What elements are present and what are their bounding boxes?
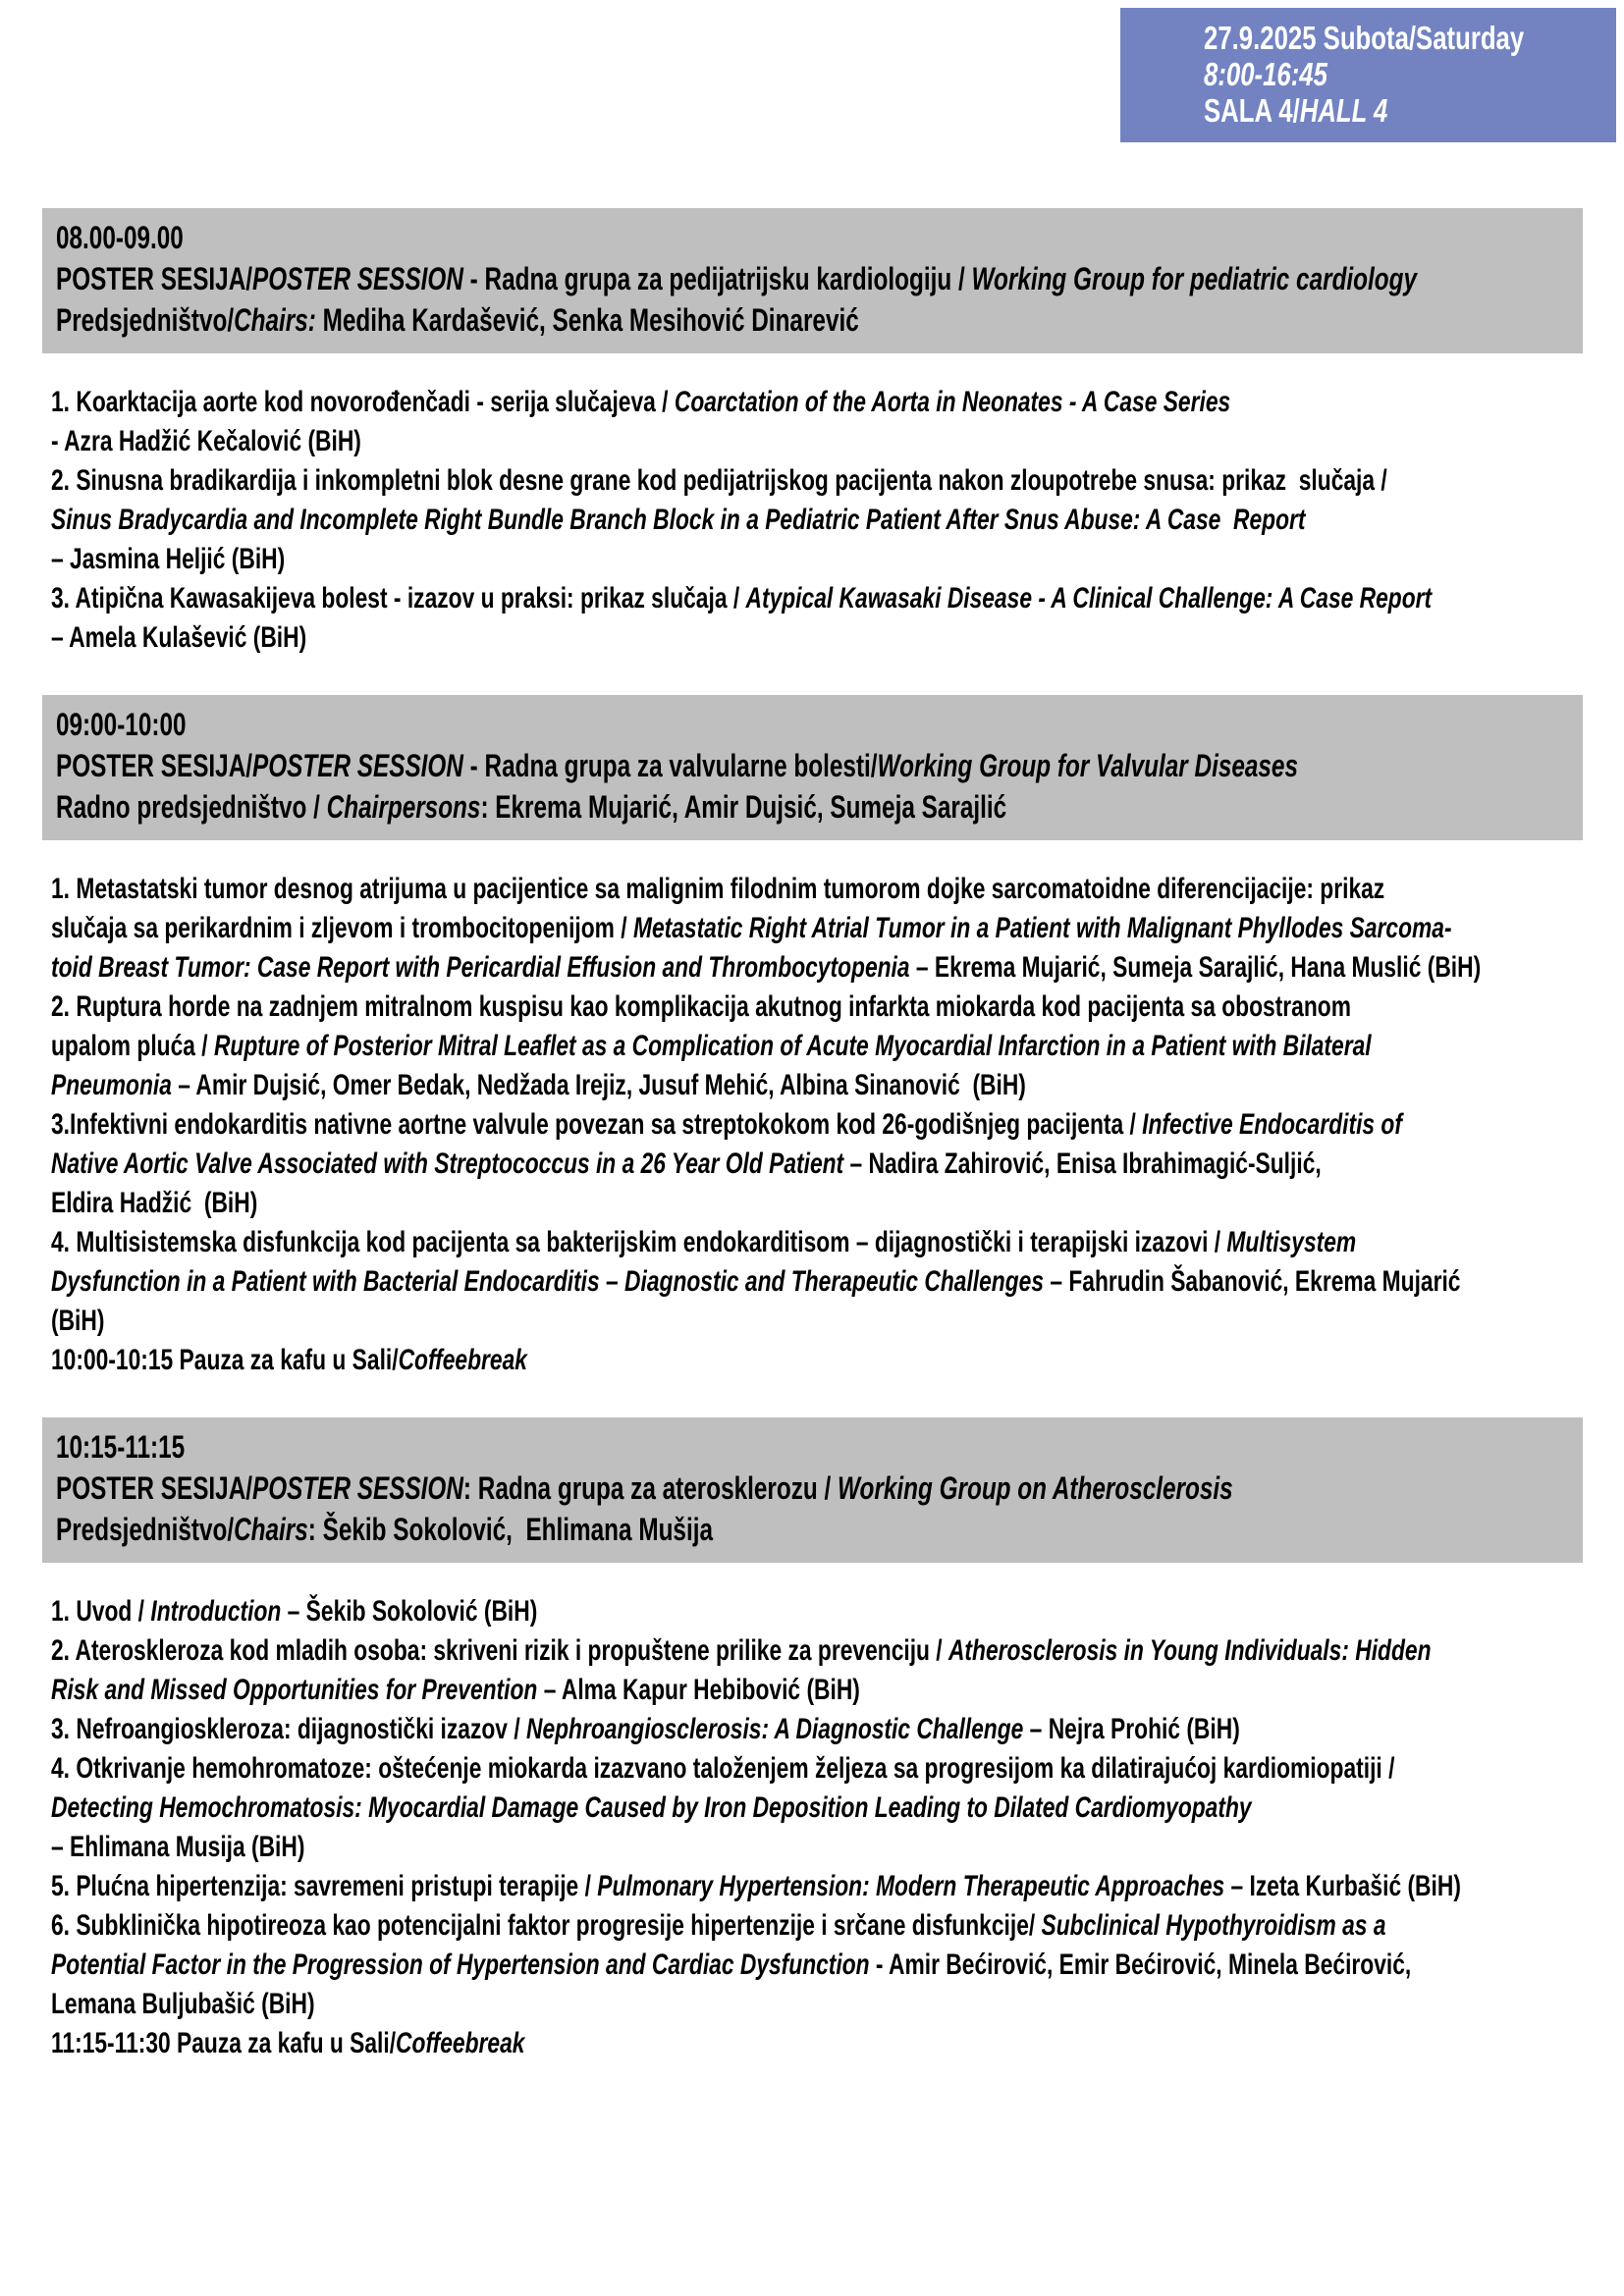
italic-text: Pulmonary Hypertension: Modern Therapeutic Approaches xyxy=(597,1870,1225,1902)
italic-text: Dysfunction in a Patient with Bacterial Endocarditis – Diagnostic and Therapeutic Challenges xyxy=(51,1265,1045,1298)
plain-text: – Nejra Prohić (BiH) xyxy=(1023,1713,1240,1745)
agenda-item xyxy=(51,1592,1624,1631)
italic-text: Working Group for pediatric cardiology xyxy=(971,261,1418,296)
italic-text: Introduction xyxy=(150,1595,282,1628)
session-time xyxy=(56,217,1217,258)
item-line xyxy=(51,1592,1247,1631)
banner-time xyxy=(1204,56,1526,92)
italic-text: Multisystem xyxy=(1226,1226,1357,1258)
italic-text: HALL 4 xyxy=(1299,92,1388,129)
agenda-item xyxy=(51,988,1624,1105)
italic-text: Atherosclerosis in Young Individuals: Hidden xyxy=(947,1634,1432,1667)
italic-text: Risk and Missed Opportunities for Prevention xyxy=(51,1674,538,1706)
session-title xyxy=(56,258,1418,299)
item-line xyxy=(51,579,1433,618)
italic-text: Rupture of Posterior Mitral Leaflet as a Complication of Acute Myocardial Infarction in a Patient with Bilateral xyxy=(213,1030,1372,1062)
plain-text: – Jasmina Heljić (BiH) xyxy=(51,543,286,575)
agenda-item xyxy=(51,461,1624,579)
plain-text: Radno predsjedništvo / xyxy=(56,789,327,825)
italic-text: Detecting Hemochromatosis: Myocardial Damage Caused by Iron Deposition Leading to Dilated Cardiomyopathy xyxy=(51,1791,1252,1824)
italic-text: 8:00-16:45 xyxy=(1204,56,1327,92)
plain-text: Lemana Buljubašić (BiH) xyxy=(51,1988,315,2020)
item-line xyxy=(51,1867,1461,1906)
italic-text: Infective Endocarditis of xyxy=(1142,1108,1402,1141)
plain-text: slučaja sa perikardnim i zljevom i trombocitopenijom / xyxy=(51,912,633,944)
plain-text: POSTER SESIJA/ xyxy=(56,748,253,783)
item-line xyxy=(51,1749,1395,1789)
date-hall-banner xyxy=(1120,8,1616,142)
plain-text: 4. Otkrivanje hemohromatoze: oštećenje miokarda izazvano taloženjem željeza sa progresijom ka dilatirajućoj kardiomiopatiji / xyxy=(51,1752,1395,1785)
plain-text: – Šekib Sokolović (BiH) xyxy=(281,1595,538,1628)
session-time xyxy=(56,704,1217,745)
coffee-break-note xyxy=(51,1341,1247,1380)
item-line xyxy=(51,383,1247,422)
session-header xyxy=(42,1417,1583,1563)
session-2 xyxy=(0,695,1624,1380)
session-list xyxy=(0,208,1624,2063)
plain-text: – Ehlimana Musija (BiH) xyxy=(51,1831,305,1863)
plain-text: 10:15-11:15 xyxy=(56,1429,186,1465)
item-line xyxy=(51,1262,1461,1302)
italic-text: POSTER SESSION xyxy=(252,261,463,296)
item-line xyxy=(51,948,1482,988)
item-line xyxy=(51,422,1247,461)
italic-text: POSTER SESSION xyxy=(252,748,463,783)
italic-text: Chairpersons xyxy=(326,789,481,825)
plain-text: Mediha Kardašević, Senka Mesihović Dinarević xyxy=(315,302,859,338)
plain-text: : Ekrema Mujarić, Amir Dujsić, Sumeja Sarajlić xyxy=(480,789,1007,825)
plain-text: - Azra Hadžić Kečalović (BiH) xyxy=(51,425,361,457)
banner-hall xyxy=(1204,92,1526,129)
plain-text: (BiH) xyxy=(51,1305,105,1337)
plain-text: 3. Nefroangioskleroza: dijagnostički izazov / xyxy=(51,1713,526,1745)
session-title xyxy=(56,1468,1233,1509)
plain-text: – Amir Dujsić, Omer Bedak, Nedžada Irejiz, Jusuf Mehić, Albina Sinanović (BiH) xyxy=(171,1069,1026,1101)
session-chairs xyxy=(56,299,1217,341)
italic-text: Atypical Kawasaki Disease - A Clinical Challenge: A Case Report xyxy=(745,582,1433,614)
italic-text: Coffeebreak xyxy=(398,1344,527,1376)
session-time xyxy=(56,1426,1217,1468)
banner-date xyxy=(1204,20,1526,56)
plain-text: - Radna grupa za valvularne bolesti/ xyxy=(462,748,878,783)
agenda-item xyxy=(51,579,1624,658)
plain-text: 10:00-10:15 Pauza za kafu u Sali/ xyxy=(51,1344,399,1376)
item-line xyxy=(51,461,1387,501)
italic-text: Potential Factor in the Progression of Hypertension and Cardiac Dysfunction xyxy=(51,1949,870,1981)
agenda-item xyxy=(51,1749,1624,1867)
italic-text: POSTER SESSION xyxy=(252,1470,463,1506)
plain-text: - Radna grupa za pedijatrijsku kardiologiju / xyxy=(462,261,972,296)
session-body xyxy=(51,870,1624,1380)
plain-text: SALA 4/ xyxy=(1204,92,1300,129)
item-line xyxy=(51,1671,1247,1710)
item-line xyxy=(51,501,1306,540)
plain-text: 1. Metastatski tumor desnog atrijuma u pacijentice sa malignim filodnim tumorom dojke sarcomatoidne diferencijacije: prikaz xyxy=(51,873,1385,905)
item-line xyxy=(51,540,1247,579)
plain-text: 5. Plućna hipertenzija: savremeni pristupi terapije / xyxy=(51,1870,598,1902)
agenda-item xyxy=(51,1105,1624,1223)
plain-text: 1. Uvod / xyxy=(51,1595,151,1628)
plain-text: – Amela Kulašević (BiH) xyxy=(51,621,307,654)
plain-text: upalom pluća / xyxy=(51,1030,214,1062)
agenda-item xyxy=(51,870,1624,988)
italic-text: Working Group on Atherosclerosis xyxy=(838,1470,1233,1506)
session-body xyxy=(51,1592,1624,2063)
italic-text: Subclinical Hypothyroidism as a xyxy=(1041,1909,1386,1942)
item-line xyxy=(51,1302,1247,1341)
agenda-item xyxy=(51,383,1624,461)
item-line xyxy=(51,870,1385,909)
italic-text: toid Breast Tumor: Case Report with Pericardial Effusion and Thrombocytopenia xyxy=(51,951,910,984)
italic-text: Coffeebreak xyxy=(396,2027,525,2059)
agenda-item xyxy=(51,1906,1624,2024)
plain-text: 08.00-09.00 xyxy=(56,220,184,255)
plain-text: : Radna grupa za aterosklerozu / xyxy=(462,1470,839,1506)
session-1 xyxy=(0,208,1624,658)
item-line xyxy=(51,1985,1247,2024)
session-header xyxy=(42,695,1583,840)
item-line xyxy=(51,1184,1247,1223)
italic-text: Pneumonia xyxy=(51,1069,172,1101)
italic-text: Native Aortic Valve Associated with Streptococcus in a 26 Year Old Patient xyxy=(51,1148,844,1180)
plain-text: Predsjedništvo/ xyxy=(56,1512,235,1547)
plain-text: 2. Sinusna bradikardija i inkompletni blok desne grane kod pedijatrijskog pacijenta nakon zloupotrebe snusa: prikaz slučaja / xyxy=(51,464,1387,497)
plain-text: – Ekrema Mujarić, Sumeja Sarajlić, Hana Muslić (BiH) xyxy=(909,951,1482,984)
plain-text: POSTER SESIJA/ xyxy=(56,1470,253,1506)
item-line xyxy=(51,618,1247,658)
plain-text: – Alma Kapur Hebibović (BiH) xyxy=(537,1674,860,1706)
agenda-item xyxy=(51,1867,1624,1906)
italic-text: Sinus Bradycardia and Incomplete Right Bundle Branch Block in a Pediatric Patient After Snus Abuse: A Case Report xyxy=(51,504,1306,536)
agenda-item xyxy=(51,1710,1624,1749)
italic-text: Working Group for Valvular Diseases xyxy=(877,748,1298,783)
plain-text: : Šekib Sokolović, Ehlimana Mušija xyxy=(307,1512,714,1547)
plain-text: 6. Subklinička hipotireoza kao potencijalni faktor progresije hipertenzije i srčane disfunkcije/ xyxy=(51,1909,1042,1942)
plain-text: – Nadira Zahirović, Enisa Ibrahimagić-Suljić, xyxy=(843,1148,1322,1180)
plain-text: 11:15-11:30 Pauza za kafu u Sali/ xyxy=(51,2027,397,2059)
italic-text: Chairs: xyxy=(234,302,316,338)
plain-text: 09:00-10:00 xyxy=(56,707,187,742)
plain-text: 2. Ruptura horde na zadnjem mitralnom kuspisu kao komplikacija akutnog infarkta miokarda kod pacijenta sa obostranom xyxy=(51,990,1351,1023)
item-line xyxy=(51,1223,1357,1262)
item-line xyxy=(51,1027,1372,1066)
italic-text: Chairs xyxy=(234,1512,308,1547)
agenda-item xyxy=(51,1631,1624,1710)
item-line xyxy=(51,1906,1386,1946)
plain-text: 4. Multisistemska disfunkcija kod pacijenta sa bakterijskim endokarditisom – dijagnostički i terapijski izazovi / xyxy=(51,1226,1227,1258)
item-line xyxy=(51,909,1452,948)
plain-text: Eldira Hadžić (BiH) xyxy=(51,1187,258,1219)
item-line xyxy=(51,988,1351,1027)
item-line xyxy=(51,1710,1247,1749)
italic-text: Coarctation of the Aorta in Neonates - A Case Series xyxy=(674,386,1231,418)
session-chairs xyxy=(56,1509,1217,1550)
plain-text: 1. Koarktacija aorte kod novorođenčadi - serija slučajeva / xyxy=(51,386,675,418)
italic-text: Metastatic Right Atrial Tumor in a Patient with Malignant Phyllodes Sarcoma- xyxy=(632,912,1452,944)
session-header xyxy=(42,208,1583,353)
plain-text: – Fahrudin Šabanović, Ekrema Mujarić xyxy=(1044,1265,1461,1298)
italic-text: Nephroangiosclerosis: A Diagnostic Challenge xyxy=(525,1713,1024,1745)
item-line xyxy=(51,1828,1247,1867)
item-line xyxy=(51,1789,1252,1828)
plain-text: 3.Infektivni endokarditis nativne aortne valvule povezan sa streptokokom kod 26-godišnjeg pacijenta / xyxy=(51,1108,1143,1141)
agenda-item xyxy=(51,1223,1624,1341)
plain-text: 3. Atipična Kawasakijeva bolest - izazov u praksi: prikaz slučaja / xyxy=(51,582,746,614)
plain-text: 27.9.2025 Subota/Saturday xyxy=(1204,20,1525,56)
session-chairs xyxy=(56,786,1217,828)
session-body xyxy=(51,383,1624,658)
item-line xyxy=(51,1066,1247,1105)
item-line xyxy=(51,1105,1402,1145)
plain-text: POSTER SESIJA/ xyxy=(56,261,253,296)
item-line xyxy=(51,1946,1412,1985)
plain-text: Predsjedništvo/ xyxy=(56,302,235,338)
session-3 xyxy=(0,1417,1624,2063)
coffee-break-note xyxy=(51,2024,1247,2063)
plain-text: 2. Ateroskleroza kod mladih osoba: skriveni rizik i propuštene prilike za prevenciju / xyxy=(51,1634,948,1667)
plain-text: – Izeta Kurbašić (BiH) xyxy=(1224,1870,1461,1902)
session-title xyxy=(56,745,1298,786)
plain-text: - Amir Bećirović, Emir Bećirović, Minela Bećirović, xyxy=(869,1949,1412,1981)
item-line xyxy=(51,1145,1322,1184)
item-line xyxy=(51,1631,1432,1671)
